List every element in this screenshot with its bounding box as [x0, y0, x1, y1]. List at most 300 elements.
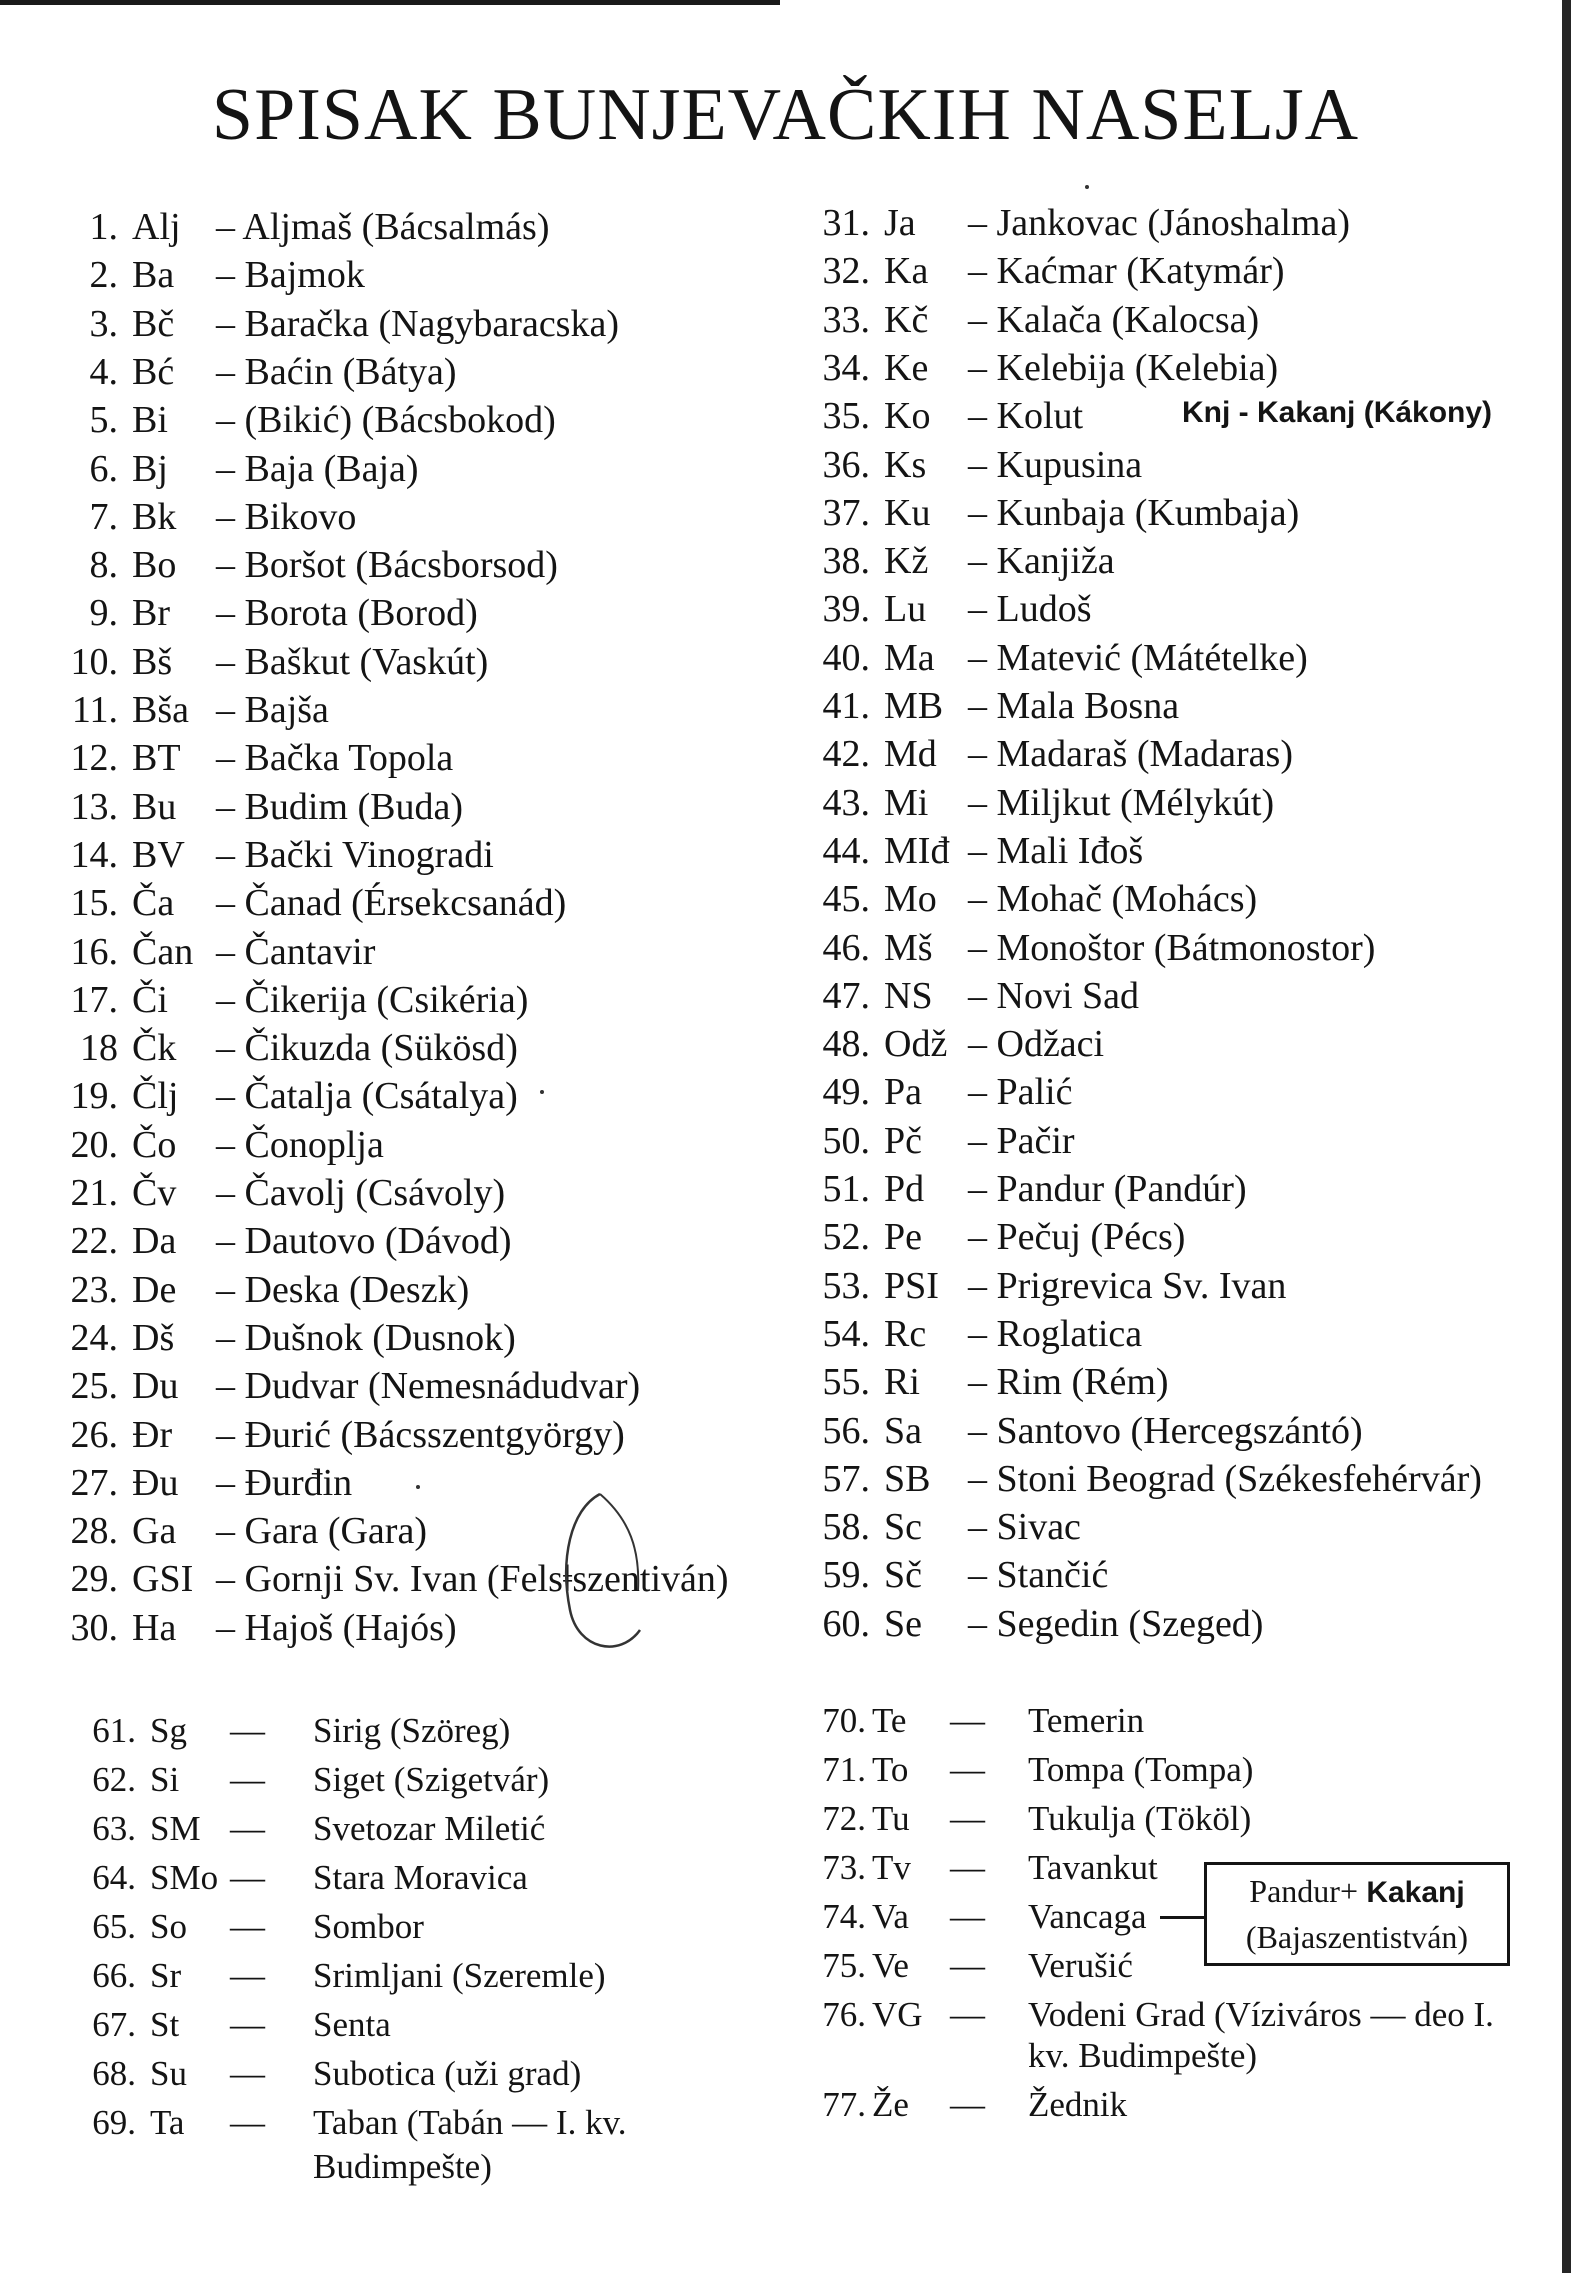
entry-number: 27.	[70, 1461, 118, 1504]
entry-number: 59.	[822, 1554, 870, 1597]
entry-place-name: – Kaćmar (Katymár)	[968, 250, 1285, 293]
box-note-kakanj: Kakanj	[1357, 1876, 1465, 1909]
entry-row	[812, 248, 1552, 294]
entry-number: 17.	[70, 978, 118, 1021]
entry-abbreviation: Si	[150, 1760, 180, 1799]
entry-place-name: – Santovo (Hercegszántó)	[968, 1409, 1363, 1452]
entry-row	[60, 1363, 780, 1409]
entry-abbreviation: Kč	[884, 298, 929, 341]
entry-row	[812, 1408, 1552, 1454]
entry-dash: —	[230, 2005, 265, 2044]
entry-number: 63.	[92, 1809, 136, 1848]
entry-number: 49.	[822, 1071, 870, 1114]
entry-place-name: – Pečuj (Pécs)	[968, 1216, 1186, 1259]
entry-place-name: – (Bikić) (Bácsbokod)	[216, 399, 556, 442]
entry-number: 44.	[822, 829, 870, 872]
entry-row	[812, 1359, 1552, 1405]
entry-place-name: – Dudvar (Nemesnádudvar)	[216, 1365, 641, 1408]
entry-abbreviation: So	[150, 1907, 187, 1946]
entry-abbreviation: Čv	[132, 1172, 177, 1214]
entry-number: 70.	[822, 1701, 866, 1740]
entry-abbreviation: Va	[872, 1897, 909, 1936]
entry-abbreviation: Pe	[884, 1216, 922, 1259]
entry-row	[812, 925, 1552, 971]
entry-number: 26.	[70, 1413, 118, 1456]
entry-abbreviation: De	[132, 1268, 177, 1311]
entry-number: 33.	[822, 298, 870, 341]
entry-number: 32.	[822, 250, 870, 293]
entry-number: 75.	[822, 1946, 866, 1985]
entry-number: 23.	[70, 1268, 118, 1311]
box-note-line1	[1207, 1869, 1507, 1915]
entry-row	[60, 1122, 780, 1168]
entry-row	[60, 1412, 780, 1458]
entry-place-name: – Čikerija (Csikéria)	[216, 978, 529, 1021]
entry-abbreviation: Pč	[884, 1119, 922, 1162]
entry-row	[812, 1021, 1552, 1067]
entry-dash: —	[230, 1809, 265, 1848]
entry-row	[812, 1166, 1552, 1212]
entry-row	[800, 1796, 1540, 1842]
entry-abbreviation: Čo	[132, 1123, 177, 1166]
entry-number: 47.	[822, 974, 870, 1017]
entry-place-name: – Mohač (Mohács)	[968, 878, 1258, 921]
entry-abbreviation: Ča	[132, 882, 175, 925]
entry-row	[800, 2082, 1540, 2128]
entry-place-name: – Matević (Mátételke)	[968, 636, 1308, 679]
entry-place-name: Siget (Szigetvár)	[313, 1760, 550, 1799]
entry-dash: —	[230, 2103, 265, 2142]
entry-row	[60, 590, 780, 636]
entry-number: 74.	[822, 1897, 866, 1936]
entry-abbreviation: Bj	[132, 447, 168, 490]
entry-abbreviation: BT	[132, 737, 181, 780]
speck	[416, 1485, 420, 1489]
entry-dash: —	[950, 2085, 985, 2124]
entry-number: 58.	[822, 1506, 870, 1549]
entry-abbreviation: Đr	[132, 1413, 173, 1456]
entry-row	[800, 1747, 1540, 1793]
entry-place-name: – Miljkut (Mélykút)	[968, 781, 1275, 824]
entry-place-name: Tavankut	[1028, 1848, 1158, 1887]
entry-number: 72.	[822, 1799, 866, 1838]
entry-row	[60, 880, 780, 926]
scan-top-edge	[0, 0, 780, 5]
entry-abbreviation: Ta	[150, 2103, 185, 2142]
entry-row	[60, 1218, 780, 1264]
entry-place-name: Sombor	[313, 1907, 424, 1946]
entry-row	[80, 1806, 740, 1852]
entry-row	[80, 2002, 740, 2048]
entry-place-name: Subotica (uži grad)	[313, 2054, 582, 2093]
entry-place-name: Verušić	[1028, 1946, 1133, 1985]
entry-number: 57.	[822, 1457, 870, 1500]
entry-number: 29.	[70, 1558, 118, 1601]
entry-abbreviation: Ks	[884, 443, 927, 486]
entry-number: 5.	[89, 399, 118, 442]
entry-row	[812, 973, 1552, 1019]
entry-row	[60, 542, 780, 588]
entry-place-name: – Baračka (Nagybaracska)	[216, 302, 619, 345]
entry-number: 40.	[822, 636, 870, 679]
entry-number: 14.	[70, 833, 118, 876]
entry-number: 11.	[71, 689, 118, 731]
entry-abbreviation: Bo	[132, 544, 177, 587]
entry-row	[60, 832, 780, 878]
entry-place-name: – Đurić (Bácsszentgyörgy)	[216, 1413, 625, 1456]
entry-row	[812, 683, 1552, 729]
entry-number: 1.	[89, 206, 118, 248]
entry-row	[60, 977, 780, 1023]
entry-number: 52.	[822, 1216, 870, 1259]
box-note-line2: (Bajaszentistván)	[1245, 1919, 1469, 1955]
entry-number: 53.	[822, 1264, 870, 1307]
entry-abbreviation: Lu	[884, 588, 927, 631]
entry-place-name: – Kupusina	[968, 443, 1143, 486]
entry-number: 7.	[89, 495, 118, 538]
entry-number: 67.	[92, 2005, 136, 2044]
entry-place-name: Tukulja (Tököl)	[1028, 1799, 1252, 1838]
entry-place-name: – Borota (Borod)	[216, 592, 478, 635]
entry-row	[80, 2100, 740, 2146]
entry-row	[80, 1855, 740, 1901]
entry-row	[60, 1508, 780, 1554]
entry-row	[812, 1552, 1552, 1598]
entry-place-name: – Gara (Gara)	[216, 1510, 427, 1553]
entry-place-name: – Mali Iđoš	[968, 829, 1144, 872]
entry-number: 71.	[822, 1750, 866, 1789]
entry-abbreviation: Ha	[132, 1606, 177, 1649]
entry-place-name: – Roglatica	[968, 1312, 1143, 1355]
entry-row	[812, 345, 1552, 391]
entry-number: 20.	[70, 1123, 118, 1166]
entry-place-name: Taban (Tabán — I. kv.	[313, 2103, 627, 2142]
entry-abbreviation: To	[872, 1750, 909, 1789]
entry-dash: —	[950, 1946, 985, 1985]
entry-row	[812, 1504, 1552, 1550]
entry-abbreviation: Bč	[132, 302, 175, 345]
entry-place-name: – Kelebija (Kelebia)	[968, 346, 1279, 389]
entry-abbreviation: Tv	[872, 1848, 911, 1887]
entry-dash: —	[230, 2054, 265, 2093]
entry-place-name: – Čonoplja	[216, 1123, 384, 1166]
entry-number: 3.	[89, 302, 118, 345]
entry-abbreviation: PSI	[884, 1264, 939, 1307]
entry-number: 42.	[822, 733, 870, 776]
entry-number: 66.	[92, 1956, 136, 1995]
entry-place-name: – Rim (Rém)	[968, 1361, 1169, 1404]
entry-place-name: Žednik	[1028, 2085, 1128, 2124]
entry-row	[60, 301, 780, 347]
entry-abbreviation: Tu	[872, 1799, 910, 1838]
entry-row	[60, 735, 780, 781]
entry-number: 48.	[822, 1023, 870, 1066]
entry-number: 56.	[822, 1409, 870, 1452]
entry-place-name: – Baškut (Vaskút)	[216, 640, 489, 683]
entry-row	[60, 1025, 780, 1071]
entry-abbreviation: Su	[150, 2054, 187, 2093]
entry-row	[80, 2051, 740, 2097]
entry-place-name: – Bikovo	[216, 495, 357, 538]
box-note-pandur: Pandur+	[1249, 1873, 1358, 1909]
entry-place-name: – Bajša	[216, 689, 329, 731]
entry-place-name: – Sivac	[968, 1506, 1081, 1549]
entry-place-name: – Madaraš (Madaras)	[968, 733, 1293, 776]
entry-number: 43.	[822, 781, 870, 824]
entry-number: 64.	[92, 1858, 136, 1897]
entry-abbreviation: Ke	[884, 346, 929, 389]
entry-number: 19.	[70, 1075, 118, 1118]
entry-number: 25.	[70, 1365, 118, 1408]
entry-place-name: – Boršot (Bácsborsod)	[216, 544, 558, 587]
entry-abbreviation: Ri	[884, 1361, 920, 1404]
entry-number: 9.	[89, 592, 118, 635]
entry-abbreviation: Da	[132, 1220, 177, 1263]
entry-place-name: – Bajmok	[216, 254, 365, 297]
entry-place-name: – Pandur (Pandúr)	[968, 1168, 1247, 1210]
entry-abbreviation: Rc	[884, 1312, 927, 1355]
entry-abbreviation: BV	[132, 833, 185, 876]
entry-69-continuation: Budimpešte)	[313, 2147, 492, 2186]
entry-number: 6.	[89, 447, 118, 490]
entry-abbreviation: MIđ	[884, 829, 950, 872]
entry-row	[812, 442, 1552, 488]
entry-place-name: – Bački Vinogradi	[216, 833, 494, 876]
entry-number: 55.	[822, 1361, 870, 1404]
entry-row	[60, 1315, 780, 1361]
entry-abbreviation: Sr	[150, 1956, 182, 1995]
entry-row	[812, 200, 1552, 246]
entry-number: 34.	[822, 346, 870, 389]
entry-place-name: – Čantavir	[216, 930, 376, 973]
entry-number: 69.	[92, 2103, 136, 2142]
entry-abbreviation: Mš	[884, 926, 933, 969]
entry-place-name: – Kanjiža	[968, 540, 1115, 583]
entry-row	[60, 1170, 780, 1216]
speck	[1085, 185, 1089, 189]
entry-place-name: – Dušnok (Dusnok)	[216, 1316, 516, 1359]
entry-number: 61.	[92, 1711, 136, 1750]
entry-abbreviation: Bi	[132, 399, 168, 442]
entry-abbreviation: Md	[884, 733, 937, 776]
entry-number: 21.	[70, 1172, 118, 1214]
entry-place-name: – Aljmaš (Bácsalmás)	[216, 206, 550, 248]
entry-row	[812, 1311, 1552, 1357]
entry-place-name: Senta	[313, 2005, 391, 2044]
entry-abbreviation: Ga	[132, 1510, 177, 1553]
entry-76-continuation: kv. Budimpešte)	[1028, 2036, 1258, 2075]
entry-row	[812, 1214, 1552, 1260]
entry-place-name: – Kunbaja (Kumbaja)	[968, 491, 1300, 534]
entry-number: 68.	[92, 2054, 136, 2093]
entry-row	[60, 494, 780, 540]
entry-place-name: – Budim (Buda)	[216, 785, 463, 828]
entry-number: 16.	[70, 930, 118, 973]
entry-row	[60, 1267, 780, 1313]
entry-abbreviation: Pa	[884, 1071, 922, 1114]
entry-abbreviation: Mi	[884, 781, 929, 824]
entry-abbreviation: Ja	[884, 202, 916, 244]
entry-place-name: – Pačir	[968, 1119, 1075, 1162]
entry-number: 12.	[70, 737, 118, 780]
entry-row	[812, 780, 1552, 826]
entry-abbreviation: Bu	[132, 785, 177, 828]
entry-abbreviation: Đu	[132, 1461, 179, 1504]
entry-abbreviation: St	[150, 2005, 180, 2044]
entry-row	[60, 252, 780, 298]
entry-place-name: – Kalača (Kalocsa)	[968, 298, 1260, 341]
entry-abbreviation: Dš	[132, 1316, 175, 1359]
entry-place-name: – Prigrevica Sv. Ivan	[968, 1264, 1287, 1307]
entry-row	[60, 784, 780, 830]
entry-abbreviation: Br	[132, 592, 170, 635]
entry-place-name: Temerin	[1028, 1701, 1145, 1740]
entry-abbreviation: Kž	[884, 540, 929, 583]
entry-abbreviation: Pd	[884, 1168, 925, 1210]
entry-abbreviation: Ko	[884, 395, 931, 438]
entry-abbreviation: Du	[132, 1365, 179, 1408]
entry-row	[60, 446, 780, 492]
entry-row	[60, 1460, 780, 1506]
entry-place-name: – Čavolj (Csávoly)	[216, 1172, 506, 1214]
entry-row	[812, 731, 1552, 777]
entry-row	[812, 586, 1552, 632]
entry-place-name: – Gornji Sv. Ivan (Felsǂszentiván)	[216, 1558, 729, 1601]
entry-abbreviation: MB	[884, 685, 944, 727]
entry-row	[812, 828, 1552, 874]
box-connector-line	[1160, 1916, 1204, 1919]
entry-row	[800, 1698, 1540, 1744]
entry-row	[812, 635, 1552, 681]
entry-abbreviation: Člj	[132, 1075, 179, 1118]
entry-abbreviation: Se	[884, 1602, 922, 1645]
entry-place-name: – Čikuzda (Sükösd)	[216, 1027, 518, 1070]
entry-abbreviation: GSI	[132, 1558, 194, 1601]
entry-row	[812, 538, 1552, 584]
entry-number: 15.	[70, 882, 118, 925]
entry-abbreviation: Ka	[884, 250, 929, 293]
entry-number: 13.	[70, 785, 118, 828]
entry-number: 31.	[822, 202, 870, 244]
entry-place-name: – Jankovac (Jánoshalma)	[968, 202, 1350, 244]
entry-number: 54.	[822, 1312, 870, 1355]
entry-dash: —	[950, 1897, 985, 1936]
entry-row	[60, 1605, 780, 1651]
entry-abbreviation: Te	[872, 1701, 907, 1740]
entry-row	[800, 1992, 1540, 2038]
entry-number: 36.	[822, 443, 870, 486]
entry-abbreviation: Sč	[884, 1554, 922, 1597]
entry-abbreviation: Sc	[884, 1506, 922, 1549]
entry-place-name: Svetozar Miletić	[313, 1809, 546, 1848]
entry-row	[80, 1953, 740, 1999]
entry-number: 77.	[822, 2085, 866, 2124]
entry-dash: —	[950, 1799, 985, 1838]
pandur-kakanj-note-box	[1204, 1862, 1510, 1966]
entry-place-name: – Bačka Topola	[216, 737, 454, 780]
entry-number: 10.	[70, 640, 118, 683]
entry-row	[812, 876, 1552, 922]
entry-abbreviation: Bć	[132, 350, 175, 393]
entry-dash: —	[950, 1995, 985, 2034]
entry-dash: —	[230, 1907, 265, 1946]
entry-abbreviation: Bša	[132, 689, 189, 731]
entry-number: 50.	[822, 1119, 870, 1162]
entry-number: 38.	[822, 540, 870, 583]
entry-place-name: Stara Moravica	[313, 1858, 528, 1897]
entry-row	[60, 204, 780, 250]
entry-place-name: – Stančić	[968, 1554, 1109, 1597]
entry-number: 65.	[92, 1907, 136, 1946]
entry-row	[812, 297, 1552, 343]
handwritten-note-kakanj: Knj - Kakanj (Kákony)	[1182, 396, 1493, 429]
entry-number: 4.	[89, 350, 118, 393]
entry-dash: —	[230, 1858, 265, 1897]
entry-number: 41.	[822, 685, 870, 727]
entry-place-name: – Čanad (Érsekcsanád)	[216, 882, 567, 925]
entry-abbreviation: Ma	[884, 636, 935, 679]
entry-place-name: – Novi Sad	[968, 974, 1139, 1017]
entry-abbreviation: SMo	[150, 1858, 219, 1897]
entry-row	[812, 1601, 1552, 1647]
entry-number: 28.	[70, 1510, 118, 1553]
entry-row	[812, 1118, 1552, 1164]
entry-abbreviation: Odž	[884, 1023, 948, 1066]
entry-number: 60.	[822, 1602, 870, 1645]
entry-number: 76.	[822, 1995, 866, 2034]
entry-number: 30.	[70, 1606, 118, 1649]
entry-row	[60, 1556, 780, 1602]
entry-number: 18	[80, 1027, 118, 1070]
entry-row	[80, 1904, 740, 1950]
scan-right-edge	[1562, 0, 1571, 2273]
entry-place-name: – Odžaci	[968, 1023, 1105, 1066]
entry-number: 37.	[822, 491, 870, 534]
entry-place-name: Vancaga	[1028, 1897, 1147, 1936]
entry-dash: —	[230, 1760, 265, 1799]
entry-abbreviation: Čan	[132, 930, 194, 973]
entry-abbreviation: SM	[150, 1809, 201, 1848]
entry-dash: —	[230, 1956, 265, 1995]
entry-place-name: Srimljani (Szeremle)	[313, 1956, 606, 1995]
entry-place-name: – Deska (Deszk)	[216, 1268, 470, 1311]
entry-place-name: Tompa (Tompa)	[1028, 1750, 1254, 1789]
entry-number: 39.	[822, 588, 870, 631]
entry-abbreviation: Mo	[884, 878, 937, 921]
entry-abbreviation: Čk	[132, 1027, 177, 1070]
entry-abbreviation: VG	[872, 1995, 923, 2034]
entry-place-name: – Palić	[968, 1071, 1073, 1114]
circle-scribble-mark	[540, 1490, 660, 1660]
entry-number: 35.	[822, 395, 870, 438]
entry-row	[60, 349, 780, 395]
entry-abbreviation: Alj	[132, 206, 181, 248]
entry-place-name: – Čatalja (Csátalya)	[216, 1075, 518, 1118]
entry-place-name: – Hajoš (Hajós)	[216, 1606, 457, 1649]
entry-row	[60, 397, 780, 443]
entry-place-name: – Segedin (Szeged)	[968, 1602, 1264, 1645]
entry-place-name: Vodeni Grad (Víziváros — deo I.	[1028, 1995, 1494, 2034]
entry-number: 22.	[70, 1220, 118, 1263]
entry-place-name: – Monoštor (Bátmonostor)	[968, 926, 1376, 969]
entry-number: 73.	[822, 1848, 866, 1887]
entry-abbreviation: Či	[132, 978, 168, 1021]
entry-abbreviation: Bš	[132, 640, 173, 683]
entry-row	[80, 1757, 740, 1803]
entry-dash: —	[950, 1750, 985, 1789]
entry-abbreviation: Ba	[132, 254, 175, 297]
entry-number: 46.	[822, 926, 870, 969]
